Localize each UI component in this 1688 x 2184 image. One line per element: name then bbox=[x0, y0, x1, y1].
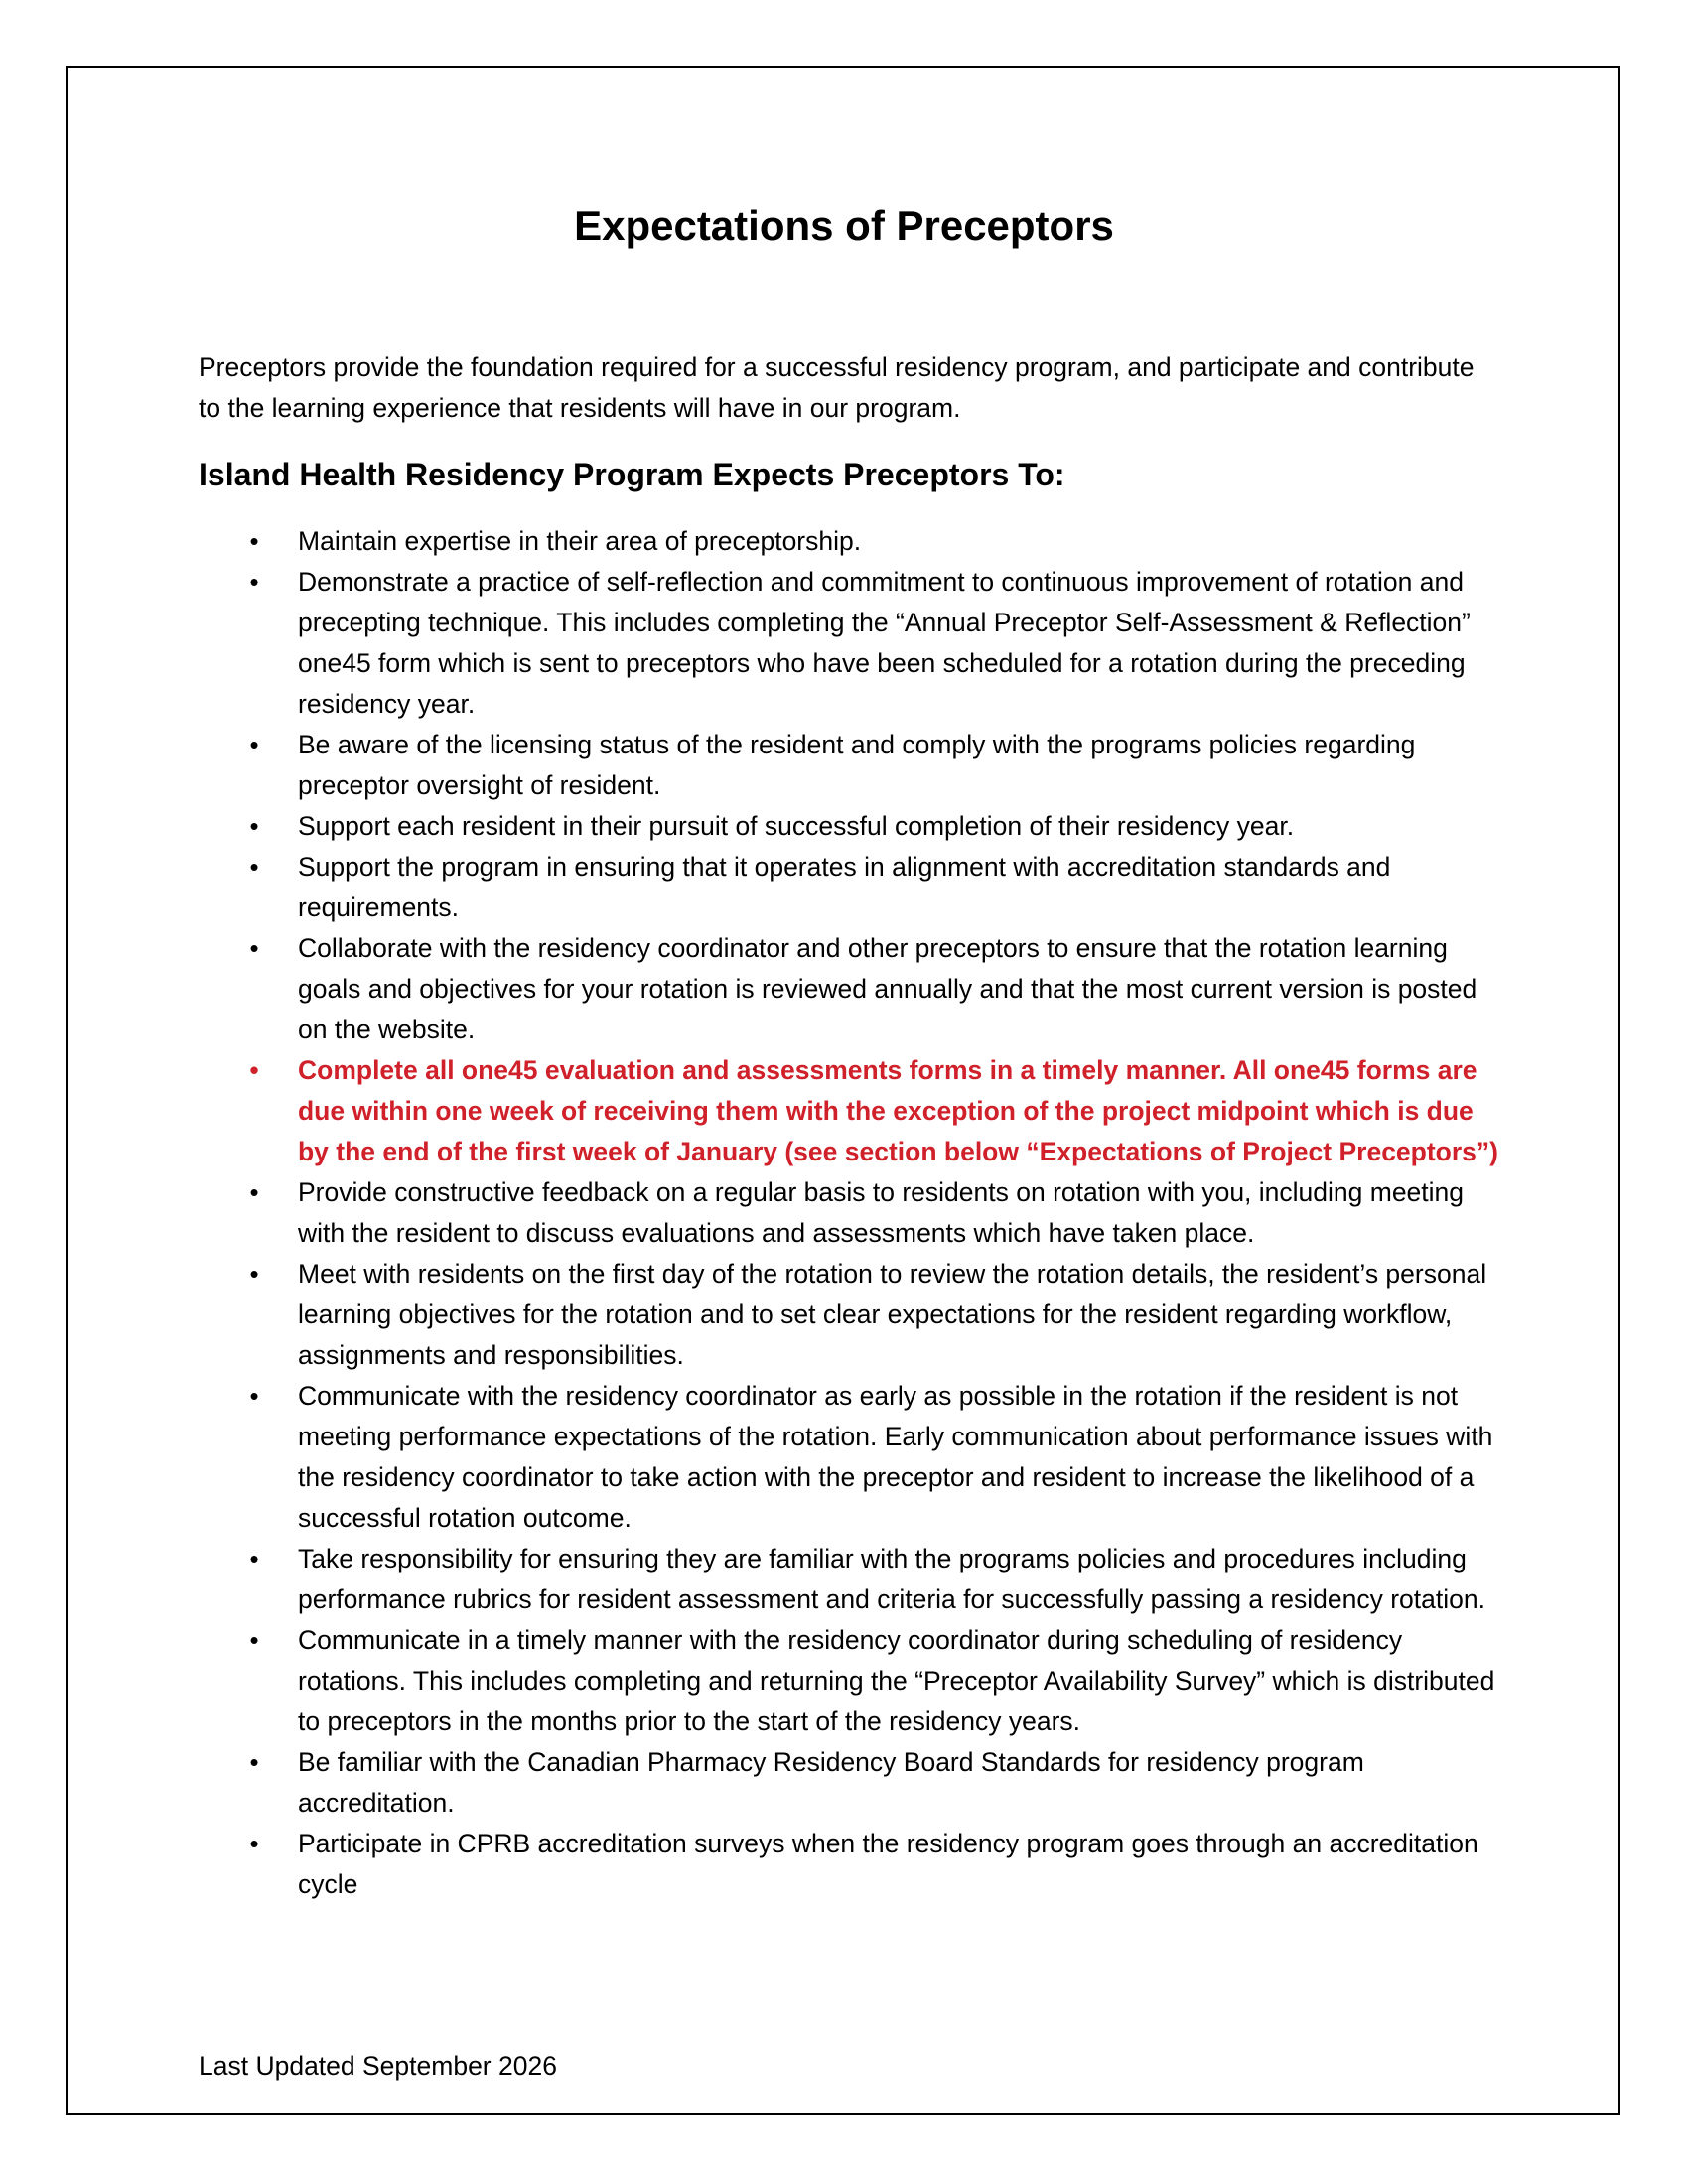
list-item-text: Collaborate with the residency coordinator and other preceptors to ensure that the rotation learning goals and objectives for your rotation is reviewed annually and that the most current version is posted on the website. bbox=[298, 933, 1477, 1044]
bullet-icon: • bbox=[249, 567, 259, 597]
list-item bbox=[199, 1172, 1499, 1254]
section-heading: Island Health Residency Program Expects Preceptors To: bbox=[199, 457, 1065, 492]
intro-paragraph: Preceptors provide the foundation required for a successful residency program, and participate and contribute to the learning experience that residents will have in our program. bbox=[199, 352, 1475, 423]
list-item bbox=[199, 1824, 1499, 1905]
bullet-icon: • bbox=[249, 811, 259, 841]
bullet-icon: • bbox=[249, 852, 259, 882]
list-item-text: Complete all one45 evaluation and assessments forms in a timely manner. All one45 forms are due within one week of receiving them with the exception of the project midpoint which is due by the end of the first week of January (see section below “Expectations of Project Preceptors”) bbox=[298, 1055, 1498, 1166]
list-item bbox=[199, 521, 1499, 562]
list-item bbox=[199, 806, 1499, 847]
list-item bbox=[199, 725, 1499, 806]
bullet-icon: • bbox=[249, 730, 259, 759]
list-item-text: Support each resident in their pursuit of successful completion of their residency year. bbox=[298, 811, 1295, 841]
bullet-icon: • bbox=[249, 1747, 259, 1777]
last-updated-note: Last Updated September 2026 bbox=[199, 2051, 557, 2081]
bullet-icon: • bbox=[249, 1625, 259, 1655]
bullet-icon: • bbox=[249, 1177, 259, 1207]
list-item-text: Be aware of the licensing status of the resident and comply with the programs policies regarding preceptor oversight of resident. bbox=[298, 730, 1416, 800]
page-title: Expectations of Preceptors bbox=[574, 203, 1114, 249]
bullet-icon: • bbox=[249, 526, 259, 556]
list-item bbox=[199, 1254, 1499, 1376]
list-item-text: Communicate in a timely manner with the residency coordinator during scheduling of residency rotations. This includes completing and returning the “Preceptor Availability Survey” which is distributed to preceptors in the months prior to the start of the residency years. bbox=[298, 1625, 1495, 1736]
list-item bbox=[199, 847, 1499, 928]
list-item-text: Provide constructive feedback on a regular basis to residents on rotation with you, including meeting with the resident to discuss evaluations and assessments which have taken place. bbox=[298, 1177, 1465, 1248]
bullet-icon: • bbox=[249, 1055, 259, 1085]
bullet-icon: • bbox=[249, 933, 259, 963]
list-item-text: Demonstrate a practice of self-reflection and commitment to continuous improvement of rotation and precepting technique. This includes completing the “Annual Preceptor Self-Assessment & Reflection” one45 form which is sent to preceptors who have been scheduled for a rotation during the preceding residency year. bbox=[298, 567, 1471, 719]
list-item-text: Be familiar with the Canadian Pharmacy Residency Board Standards for residency program accreditation. bbox=[298, 1747, 1364, 1818]
list-item bbox=[199, 1539, 1499, 1620]
list-item-text: Communicate with the residency coordinator as early as possible in the rotation if the resident is not meeting performance expectations of the rotation. Early communication about performance issues with the residency coordinator to take action with the preceptor and resident to increase the likelihood of a successful rotation outcome. bbox=[298, 1381, 1493, 1533]
bullet-icon: • bbox=[249, 1544, 259, 1573]
list-item-text: Maintain expertise in their area of preceptorship. bbox=[298, 526, 862, 556]
expectations-list bbox=[199, 521, 1499, 1905]
list-item-text: Participate in CPRB accreditation surveys when the residency program goes through an accreditation cycle bbox=[298, 1829, 1478, 1899]
bullet-icon: • bbox=[249, 1259, 259, 1289]
list-item-text: Take responsibility for ensuring they are familiar with the programs policies and procedures including performance rubrics for resident assessment and criteria for successfully passing a residency rotation. bbox=[298, 1544, 1485, 1614]
list-item bbox=[199, 928, 1499, 1050]
list-item-text: Support the program in ensuring that it operates in alignment with accreditation standards and requirements. bbox=[298, 852, 1391, 922]
bullet-icon: • bbox=[249, 1829, 259, 1858]
bullet-icon: • bbox=[249, 1381, 259, 1411]
list-item bbox=[199, 1742, 1499, 1824]
list-item-text: Meet with residents on the first day of the rotation to review the rotation details, the resident’s personal learning objectives for the rotation and to set clear expectations for the resident regarding workflow, assignments and responsibilities. bbox=[298, 1259, 1487, 1370]
list-item-highlighted bbox=[199, 1050, 1499, 1172]
list-item bbox=[199, 562, 1499, 725]
list-item bbox=[199, 1376, 1499, 1539]
list-item bbox=[199, 1620, 1499, 1742]
